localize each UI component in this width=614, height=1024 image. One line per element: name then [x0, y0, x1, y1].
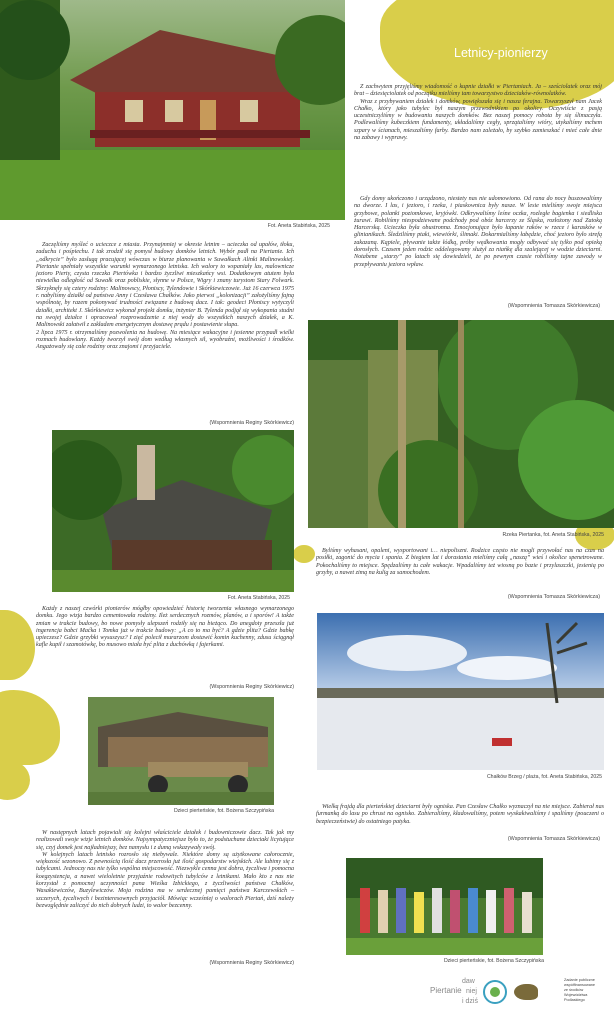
- funder-line: Podlaskiego: [564, 998, 585, 1002]
- paragraph: Gdy domy ukończono i urządzono, niestety nas nie udomowiono. Od rana do nocy buszowaliśmy na dworze. I las, i jezioro, i rzeka, i piaskownica były nasze. W lesie mieliśmy swoje miejsca grzybowe, polanki poziomkowe, kryjówki. Odkrywaliśmy leśne oczka, rozległe bagienka i siedliska żurawi. Robiliśmy niespodziewane podchody pod obóz harcerzy ze Śląska, rozłożony nad Zatoką Harcerską. Ucieczka była obustronna. Emocjonujące było łapanie raków w rzece i karasków w glinianikach. Śledziliśmy ptaki, wiewiórki, ślimaki. Dokarmialiśmy łabędzie, choć jezioro było strefą zakazaną. Kąpiele, pływanie także łódką, próby wędkowania mogły odbywać się tylko pod opieką dorosłych. Czasem jeden rodzic oddelegowany służył za niańkę dla szalejącej w wodzie dzieciarni. Notabene „starzy” po latach się dowiedzieli, że po pewnym czasie robiliśmy tajne zawody w przepływaniu jeziora wpław.: [354, 196, 602, 268]
- bison-logo: [514, 984, 538, 1000]
- river-illustration: [308, 320, 614, 528]
- funder-line: współfinansowane: [564, 983, 596, 987]
- attribution-l1: (Wspomnienia Reginy Skórkiewicz): [209, 420, 294, 426]
- funder-line: ze środków: [564, 988, 584, 992]
- attribution-l3: (Wspomnienia Reginy Skórkiewicz): [209, 960, 294, 966]
- photo-kids-tractor: [88, 697, 274, 805]
- paragraph: W następnych latach pojawiali się kolejni właściciele działek i budowniczowie dacz. Tak jak my realizowali swoje wizje letnich domków. Najsympatyczniejsze było to, że podstuchane dzieciaki licytujące się, czyj domek jest najładniejszy, bez namysłu i z dumą wskazywały swój.: [36, 830, 294, 851]
- text-block-r4: [316, 804, 604, 826]
- paragraph: Byliśmy wyhasani, opaleni, wysportowani i… niepoliszni. Rodzice często nie mogli przywołać nas na czas na posiłki, zagonić do mycia i spania. Z biegiem lat i dorastania mieliśmy całą „naszą” wieś i okolice spenetrowane. Pokochaliśmy to miejsce. Spędzaliśmy tu całe wakacje. Wpadaliśmy też wiosną po bazie i przylaszczki, jesienią po grzyby, a nawet zimą na kulig za samochodem.: [316, 548, 604, 576]
- attribution-l2: (Wspomnienia Reginy Skórkiewicz): [209, 684, 294, 690]
- paragraph: 2 lipca 1975 r. otrzymaliśmy pozwolenia na budowę. Na miesiące wakacyjne i jesienne przypadł wielki rozmach budowlany. Każdy tworzył swój dom według własnych sił, wyobraźni, możliwości i środków. Angażowały się całe rodziny oraz znajomi i przyjaciele.: [36, 329, 294, 351]
- decor-blob-left-1: [0, 610, 35, 680]
- text-block-r1: [354, 84, 602, 142]
- funder-line: Województwa: [564, 993, 588, 997]
- circle-logo-inner: [490, 987, 500, 997]
- tractor-illustration: [88, 697, 274, 805]
- caption-photo-5: Dzieci pierteńskie, fot. Bożena Szczypińska: [173, 808, 274, 814]
- paragraph: Wraz z przybywaniem działek i domków, powiększała się i nasza ferajna. Towarzyszył nam Jacek Chałko, który jako tubylec był naszym przewodnikiem po okolicy. Oczywiście z pasją uczestniczyliśmy w budowaniu naszych domków. Bez naszej pomocy robota by się ślimaczyła. Podlewaliśmy kubeczkiem fundamenty, układaliśmy cegły, sprzątaliśmy wióry, utykaliśmy mchem szpary w ścianach, mieszaliśmy farby. Bardzo nam zależało, by szybko zamieszkać i mieć całe dnie na zabawy i wyprawy.: [354, 98, 602, 142]
- funder-line: Zadanie publiczne: [564, 978, 595, 982]
- caption-photo-6: Dzieci pierteńskie, fot. Bożena Szczypińska: [443, 958, 544, 964]
- kids-illustration: [346, 858, 543, 955]
- paragraph: Wielką frajdą dla pierteńskiej dzieciarni były ogniska. Pan Czesław Chałko wyznaczył na nie miejsce. Zabierał nas furmanką do lasu po chrust na ognisko. Zabieraliśmy, kładowaliśmy, potem wyskakiwaliśmy i spaliśmy (pouczeni o bezpieczeństwie) do ostatniego patyka.: [316, 804, 604, 825]
- decor-blob-top-right-2: [560, 0, 614, 60]
- brand-line-2: daw: [462, 978, 475, 985]
- photo-winter-lake: [317, 613, 604, 770]
- paragraph: Każdy z naszej czwórki pionierów mógłby opowiedzieć historię tworzenia własnego wymarzonego domku. Jego wizja bardzo cementowała rodziny. Ileż serdecznych rozmów, planów, a i sporów! A także zmian w trakcie budowy, bo nowe pomysły ulepszeń rodziły się na bieżąco. Do anegdoty przeszła już ingerencja babci Maćka i Tomka już w trakcie budowy: „A co to ma być? A gdzie plita? Gdzie babkę upieczesz? Gdzie grzybki wysuszysz? I zięć polecił murarzom dostawić komin kuchenny, zdusu ściągnął kafle kupił i szamotówkę, bo musowo miała być plita z duchówką i fajerkami.: [36, 606, 294, 649]
- brand-line-1: Piertanie: [430, 986, 462, 995]
- paragraph: Zaczęliśmy myśleć o ucieczce z miasta. Przynajmniej w okresie letnim – ucieczka od upałów, tłoku, zaduchu i pośpiechu. I tak zrodził się pomysł budowy domków letnich. Wybór padł na Piertanie. Ich „odkrycie” było zasługą pracującej wówczas w biurze planowania w Suwałkach Alinki Malinowskiej. Piertanie spełniały wszystkie warunki wymarzonego letniska. Ich walory to wspaniały las, malownicze jezioro Pierty, czysta rzeczka Piertówka i bardzo życzliwi mieszkańcy wsi. Dodatkowym atutem była niewielka odległość od Suwałk oraz pobliskie, słynne w Polsce, Wigry i znany turystom Stary Folwark. Skrzyknęły się cztery rodziny: Malinowscy, Płoniscy, Tylendowie i Skórkiewiczowie. Już 16 czerwca 1975 r. nabyliśmy działki od państwa Anny i Czesława Chałków. Jako pierwsi „kolonizacji” założyliśmy fajną wspólnotę, by razem pokonywać trudności związane z budową dacz. I tak: geodeci Płoniscy wytyczyli działki, architekt J. Skórkiewicz wykonał projekt domku, inżynier B. Tylenda podjął się wykopania studni na swojej działce i opracował rozprowadzenie z niej wody do wszystkich naszych działek, a K. Malinowski załatwił z zakładem energetycznym dostawę prądu i postawienie słupa.: [36, 242, 294, 329]
- text-block-r2: [354, 196, 602, 269]
- text-block-l1: [36, 242, 294, 351]
- photo-cabin: [52, 430, 294, 592]
- photo-wooden-house: [0, 0, 345, 220]
- caption-photo-1: Fot. Aneta Stabińska, 2025: [267, 223, 330, 229]
- attribution-r3: (Wspomnienia Tomasza Skórkiewicza): [507, 594, 600, 600]
- photo-kids-group: [346, 858, 543, 955]
- circle-logo: [483, 980, 507, 1004]
- decor-blob-mid: [293, 545, 315, 563]
- caption-photo-3: Fot. Aneta Stabińska, 2025: [227, 595, 290, 601]
- caption-photo-2: Rzeka Piertanka, fot. Aneta Stabińska, 2025: [502, 532, 604, 538]
- page-title: Letnicy-pionierzy: [454, 46, 548, 60]
- text-block-l2: [36, 606, 294, 650]
- decor-blob-left-3: [0, 760, 30, 800]
- attribution-r4: (Wspomnienia Tomasza Skórkiewicza): [507, 836, 600, 842]
- funder-note: [564, 978, 612, 1003]
- attribution-r1: (Wspomnienia Tomasza Skórkiewicza): [507, 303, 600, 309]
- photo-river: [308, 320, 614, 528]
- text-block-r3: [316, 548, 604, 577]
- paragraph: Z zachwytem przyjęliśmy wiadomość o kupnie działki w Piertaniach. Ja – sześciolatek oraz mój brat – dziesięciolatek od początku mieliśmy tam towarzystwo dzieciaków-równolatków.: [354, 84, 602, 98]
- paragraph: W kolejnych latach letnisko rozrosło się niebywale. Niektóre domy są użytkowane całorocznie, większość sezonowo. Z pewnością ilość dacz przerosła już ilość gospodarstw wiejskich. Ale lubimy się z tubylcami. Jednoczy nas nie tylko wspólna miejscowość. Niezwykle cenna jest dobra, życzliwa i pomocna koegzystencja, a nawet wieloletnie przyjaźnie rodowitych tubylców z letnikami. Mało kto z nas nie korzystał z pomocnej uczynności pana Wieśka Izbickiego, z życzliwości państwa Chałków, Wasakiewiczów, Buzylewiczów. Moja rodzina ma w serdecznej pamięci państwa Karczewskich – szczerych, życzliwych i bezinteresownych przyjaciół. Mówiąc wcześniej o walorach Piertań, dziś należy bezwzględnie zaliczyć do nich dobrych ludzi, to walor bezcenny.: [36, 851, 294, 909]
- brand-logo: [430, 978, 478, 1012]
- decor-blob-left-2: [0, 690, 60, 765]
- house-illustration: [0, 0, 345, 220]
- brand-line-3: niej: [466, 988, 477, 995]
- caption-photo-4: Chałków Brzeg / plaża, fot. Aneta Stabińska, 2025: [486, 774, 602, 780]
- text-block-l3: [36, 830, 294, 910]
- brand-line-4: i dziś: [462, 998, 478, 1005]
- winter-illustration: [317, 613, 604, 770]
- cabin-illustration: [52, 430, 294, 592]
